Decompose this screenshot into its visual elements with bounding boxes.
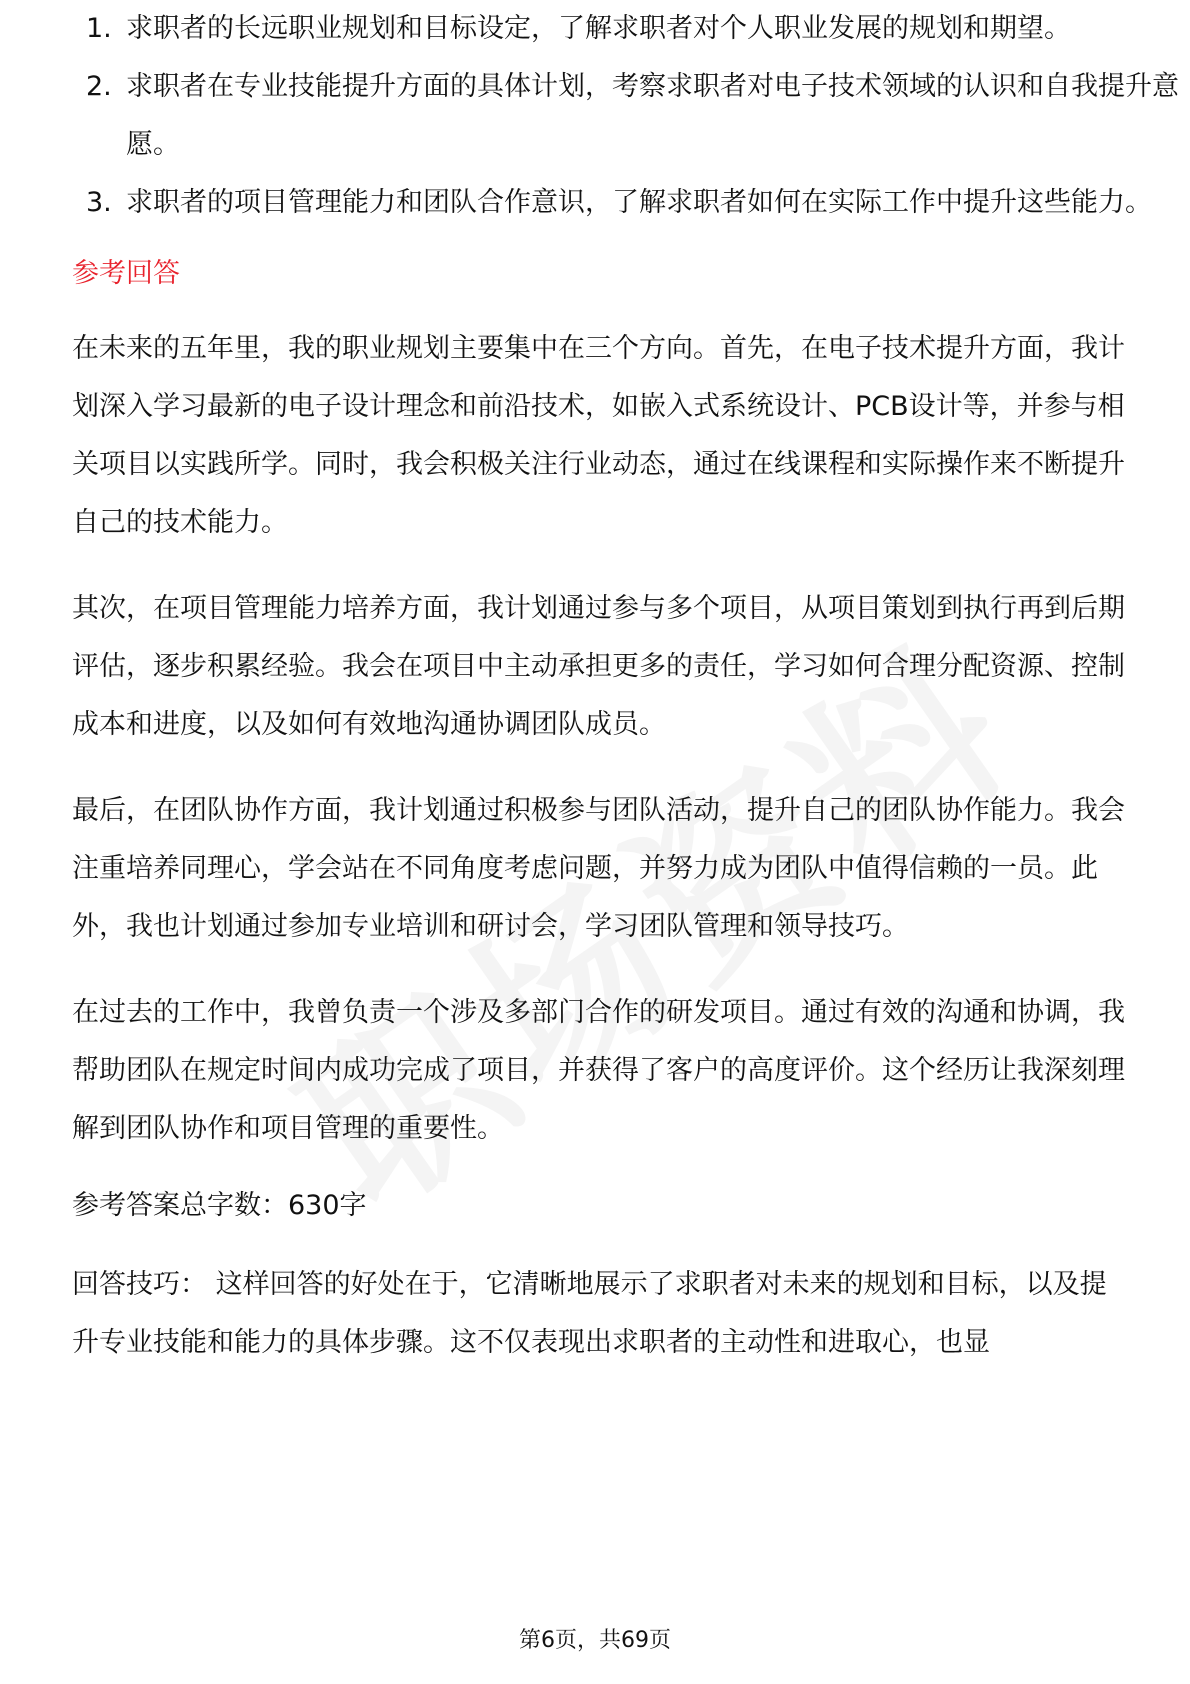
list-item bbox=[72, 174, 1190, 232]
list-item bbox=[72, 58, 1190, 174]
answer-paragraph-4: 在过去的工作中，我曾负责一个涉及多部门合作的研发项目。通过有效的沟通和协调，我帮助团队在规定时间内成功完成了项目，并获得了客户的高度评价。这个经历让我深刻理解到团队协作和项目管理的重要性。 bbox=[72, 997, 1125, 1144]
list-item-text: 求职者在专业技能提升方面的具体计划，考察求职者对电子技术领域的认识和自我提升意愿。 bbox=[126, 71, 1179, 160]
answer-paragraph-1: 在未来的五年里，我的职业规划主要集中在三个方向。首先，在电子技术提升方面，我计划深入学习最新的电子设计理念和前沿技术，如嵌入式系统设计、PCB设计等，并参与相关项目以实践所学。同时，我会积极关注行业动态，通过在线课程和实际操作来不断提升自己的技术能力。 bbox=[72, 333, 1125, 538]
document-page bbox=[72, 0, 1179, 1400]
list-item bbox=[72, 0, 1190, 58]
list-item-number: 3. bbox=[86, 187, 112, 218]
answer-tips: 回答技巧： 这样回答的好处在于，它清晰地展示了求职者对未来的规划和目标，以及提升专业技能和能力的具体步骤。这不仅表现出求职者的主动性和进取心，也显 bbox=[72, 1269, 1107, 1358]
list-item-text: 求职者的项目管理能力和团队合作意识，了解求职者如何在实际工作中提升这些能力。 bbox=[126, 187, 1152, 218]
page-number: 第6页，共69页 bbox=[519, 1628, 671, 1653]
section-title: 参考回答 bbox=[72, 258, 180, 289]
list-item-number: 1. bbox=[86, 13, 112, 44]
question-points-list bbox=[72, 0, 1179, 232]
answer-paragraph-3: 最后，在团队协作方面，我计划通过积极参与团队活动，提升自己的团队协作能力。我会注重培养同理心，学会站在不同角度考虑问题，并努力成为团队中值得信赖的一员。此外，我也计划通过参加专业培训和研讨会，学习团队管理和领导技巧。 bbox=[72, 795, 1125, 942]
list-item-text: 求职者的长远职业规划和目标设定，了解求职者对个人职业发展的规划和期望。 bbox=[126, 13, 1071, 44]
answer-paragraph-2: 其次，在项目管理能力培养方面，我计划通过参与多个项目，从项目策划到执行再到后期评估，逐步积累经验。我会在项目中主动承担更多的责任，学习如何合理分配资源、控制成本和进度，以及如何有效地沟通协调团队成员。 bbox=[72, 593, 1125, 740]
word-count: 参考答案总字数：630字 bbox=[72, 1190, 367, 1221]
list-item-number: 2. bbox=[86, 71, 112, 102]
